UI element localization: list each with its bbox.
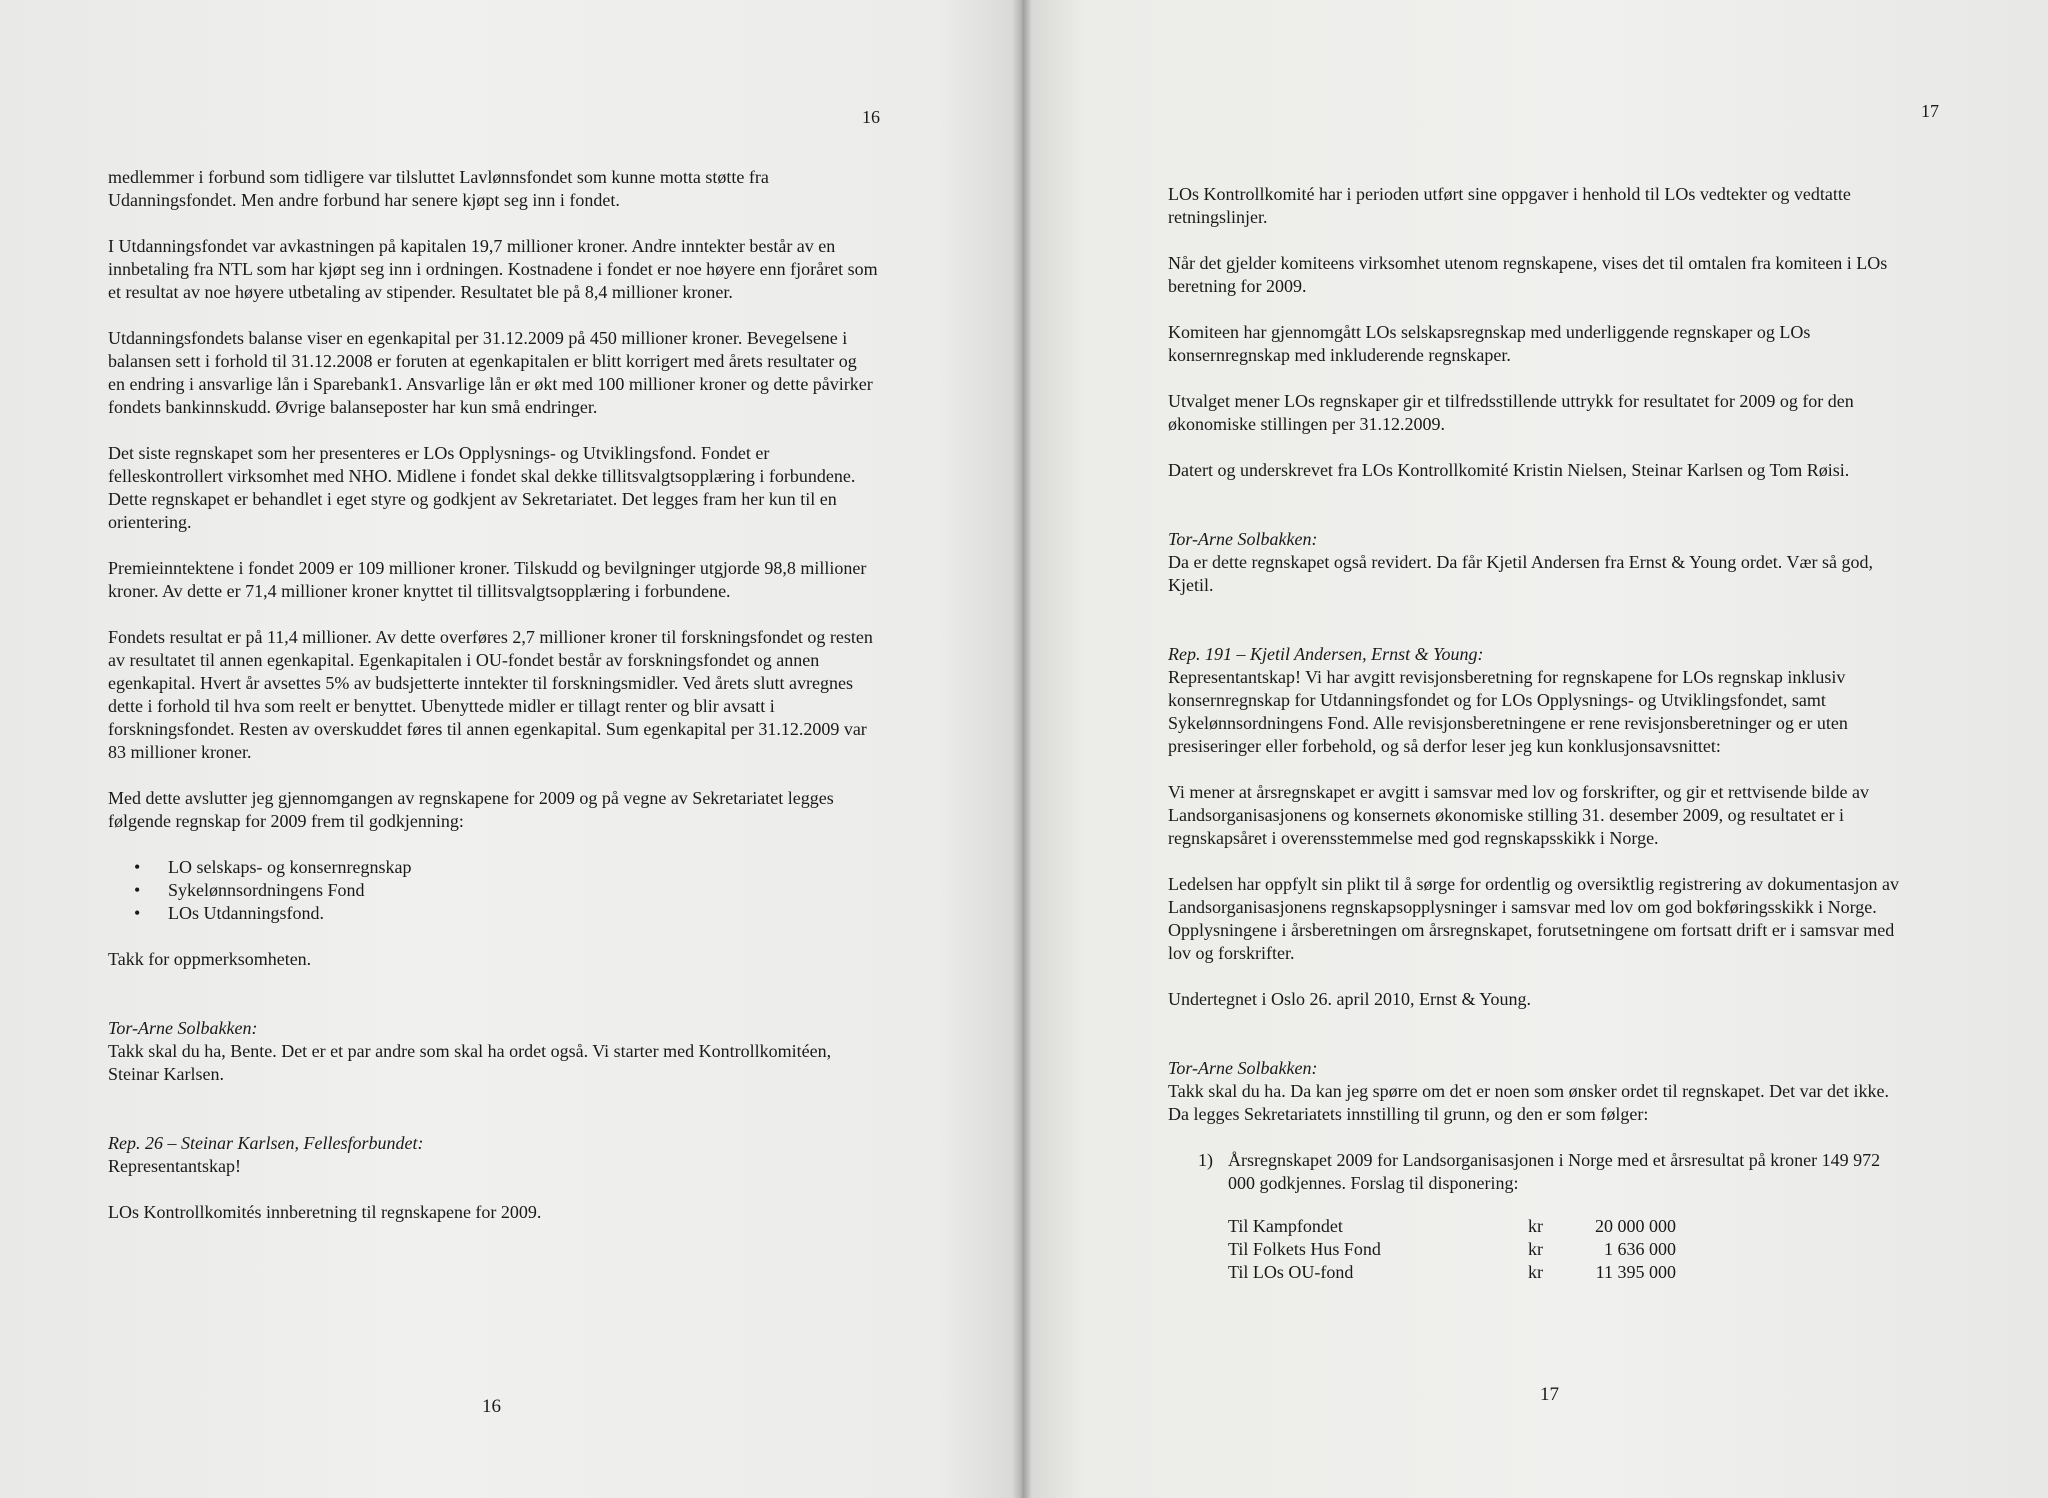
- paragraph: Utdanningsfondets balanse viser en egenkapital per 31.12.2009 på 450 millioner kroner. Bevegelsene i balansen sett i forhold til 31.12.2008 er foruten at egenkapitalen er blitt korrigert med årets resultater og en endring i ansvarlige lån i Sparebank1. Ansvarlige lån er økt med 100 millioner kroner og dette påvirker fondets bankinnskudd. Øvrige balanseposter har kun små endringer.: [108, 328, 873, 417]
- signature-line: Undertegnet i Oslo 26. april 2010, Ernst & Young.: [1168, 989, 1531, 1009]
- page-footer-number: 16: [482, 1396, 501, 1417]
- speaker-block: [108, 1132, 878, 1178]
- speaker-name: Tor-Arne Solbakken:: [1168, 529, 1318, 549]
- paragraph: I Utdanningsfondet var avkastningen på kapitalen 19,7 millioner kroner. Andre inntekter består av en innbetaling fra NTL som har kjøpt seg inn i ordningen. Kostnadene i fondet er noe høyere enn fjoråret som et resultat av noe høyere utbetaling av stipender. Resultatet ble på 8,4 millioner kroner.: [108, 236, 878, 302]
- paragraph: medlemmer i forbund som tidligere var tilsluttet Lavlønnsfondet som kunne motta støtte fra Udanningsfondet. Men andre forbund har senere kjøpt seg inn i fondet.: [108, 167, 769, 210]
- table-row: [1228, 1261, 1676, 1284]
- page-footer-number: 17: [1540, 1384, 1559, 1405]
- paragraph: Komiteen har gjennomgått LOs selskapsregnskap med underliggende regnskaper og LOs konsernregnskap med inkluderende regnskaper.: [1168, 322, 1811, 365]
- list-item-text: LO selskaps- og konsernregnskap: [168, 857, 412, 877]
- speaker-name: Rep. 191 – Kjetil Andersen, Ernst & Young:: [1168, 644, 1484, 664]
- page-header-number: 17: [1921, 101, 1939, 121]
- page-header-number: 16: [862, 107, 880, 127]
- speaker-text: Representantskap!: [108, 1156, 241, 1176]
- paragraph: Fondets resultat er på 11,4 millioner. Av dette overføres 2,7 millioner kroner til forskningsfondet og resten av resultatet til annen egenkapital. Egenkapitalen i OU-fondet består av forskningsfondet og annen egenkapital. Hvert år avsettes 5% av budsjetterte inntekter til forskningsmidler. Ved årets slutt avregnes dette i forhold til hva som reelt er benyttet. Ubenyttede midler er tillagt renter og blir avsatt i forskningsfondet. Resten av overskuddet føres til annen egenkapital. Sum egenkapital per 31.12.2009 var 83 millioner kroner.: [108, 627, 873, 762]
- speaker-text: Da er dette regnskapet også revidert. Da får Kjetil Andersen fra Ernst & Young ordet. Vær så god, Kjetil.: [1168, 552, 1873, 595]
- speaker-text: Takk skal du ha, Bente. Det er et par andre som skal ha ordet også. Vi starter med Kontrollkomitéen, Steinar Karlsen.: [108, 1041, 832, 1084]
- resolution-text: Årsregnskapet 2009 for Landsorganisasjonen i Norge med et årsresultat på kroner 149 972 000 godkjennes. Forslag til disponering:: [1228, 1150, 1881, 1193]
- speaker-text: Takk skal du ha. Da kan jeg spørre om det er noen som ønsker ordet til regnskapet. Det var det ikke. Da legges Sekretariatets innstilling til grunn, og den er som følger:: [1168, 1081, 1890, 1124]
- paragraph: Når det gjelder komiteens virksomhet utenom regnskapene, vises det til omtalen fra komiteen i LOs beretning for 2009.: [1168, 253, 1888, 296]
- allocation-name: Til Kampfondet: [1228, 1216, 1343, 1236]
- speaker-block: [1168, 1057, 1903, 1126]
- left-page-body: [108, 166, 878, 1247]
- allocation-amount: 20 000 000: [1595, 1216, 1676, 1236]
- bullet-icon: •: [134, 880, 141, 900]
- resolution-list: [1168, 1149, 1903, 1195]
- bullet-icon: •: [134, 903, 141, 923]
- allocation-name: Til LOs OU-fond: [1228, 1262, 1354, 1282]
- list-item: [108, 856, 878, 879]
- speaker-name: Rep. 26 – Steinar Karlsen, Fellesforbundet:: [108, 1133, 424, 1153]
- speaker-text: Representantskap! Vi har avgitt revisjonsberetning for regnskapene for LOs regnskap inklusiv konsernregnskap for Utdanningsfondet og for LOs Opplysnings- og Utviklingsfondet, samt Sykelønnsordningens Fond. Alle revisjonsberetningene er rene revisjonsberetninger og er uten presiseringer eller forbehold, og så derfor leser jeg kun konklusjonsavsnittet:: [1168, 667, 1848, 756]
- closing-remark: Takk for oppmerksomheten.: [108, 949, 312, 969]
- allocation-currency: kr: [1528, 1239, 1543, 1259]
- list-item: [108, 879, 878, 902]
- allocation-amount: 1 636 000: [1604, 1239, 1676, 1259]
- speaker-name: Tor-Arne Solbakken:: [1168, 1058, 1318, 1078]
- paragraph: LOs Kontrollkomité har i perioden utført sine oppgaver i henhold til LOs vedtekter og vedtatte retningslinjer.: [1168, 184, 1851, 227]
- paragraph: Med dette avslutter jeg gjennomgangen av regnskapene for 2009 og på vegne av Sekretariatet legges følgende regnskap for 2009 frem til godkjenning:: [108, 788, 834, 831]
- speaker-block: [1168, 528, 1903, 597]
- paragraph: LOs Kontrollkomités innberetning til regnskapene for 2009.: [108, 1202, 542, 1222]
- paragraph: Premieinntektene i fondet 2009 er 109 millioner kroner. Tilskudd og bevilgninger utgjorde 98,8 millioner kroner. Av dette er 71,4 millioner kroner knyttet til tillitsvalgtsopplæring i forbundene.: [108, 558, 867, 601]
- book-gutter: [1012, 0, 1032, 1498]
- allocation-currency: kr: [1528, 1216, 1543, 1236]
- allocation-name: Til Folkets Hus Fond: [1228, 1239, 1381, 1259]
- speaker-block: [108, 1017, 878, 1086]
- list-item-text: Sykelønnsordningens Fond: [168, 880, 365, 900]
- paragraph: Datert og underskrevet fra LOs Kontrollkomité Kristin Nielsen, Steinar Karlsen og Tom Røisi.: [1168, 460, 1850, 480]
- list-item: [1168, 1149, 1903, 1195]
- table-row: [1228, 1215, 1676, 1238]
- paragraph: Vi mener at årsregnskapet er avgitt i samsvar med lov og forskrifter, og gir et rettvisende bilde av Landsorganisasjonens og konsernets økonomiske stilling 31. desember 2009, og resultatet er i regnskapsåret i overensstemmelse med god regnskapsskikk i Norge.: [1168, 782, 1869, 848]
- allocation-table: [1228, 1215, 1676, 1284]
- allocation-currency: kr: [1528, 1262, 1543, 1282]
- right-page-body: [1168, 183, 1903, 1284]
- speaker-name: Tor-Arne Solbakken:: [108, 1018, 258, 1038]
- speaker-block: [1168, 643, 1903, 758]
- table-row: [1228, 1238, 1676, 1261]
- allocation-amount: 11 395 000: [1595, 1262, 1676, 1282]
- list-item-text: LOs Utdanningsfond.: [168, 903, 324, 923]
- paragraph: Ledelsen har oppfylt sin plikt til å sørge for ordentlig og oversiktlig registrering av dokumentasjon av Landsorganisasjonens regnskapsopplysninger i samsvar med lov om god bokføringsskikk i Norge. Opplysningene i årsberetningen om årsregnskapet, forutsetningene om fortsatt drift er i samsvar med lov og forskrifter.: [1168, 874, 1900, 963]
- bullet-icon: •: [134, 857, 141, 877]
- paragraph: Det siste regnskapet som her presenteres er LOs Opplysnings- og Utviklingsfond. Fondet er felleskontrollert virksomhet med NHO. Midlene i fondet skal dekke tillitsvalgtsopplæring i forbundene. Dette regnskapet er behandlet i eget styre og godkjent av Sekretariatet. Det legges fram her kun til en orientering.: [108, 443, 856, 532]
- left-page: [0, 0, 1020, 1498]
- list-item: [108, 902, 878, 925]
- approval-list: [108, 856, 878, 925]
- paragraph: Utvalget mener LOs regnskaper gir et tilfredsstillende uttrykk for resultatet for 2009 og for den økonomiske stillingen per 31.12.2009.: [1168, 391, 1854, 434]
- resolution-number: 1): [1198, 1150, 1213, 1170]
